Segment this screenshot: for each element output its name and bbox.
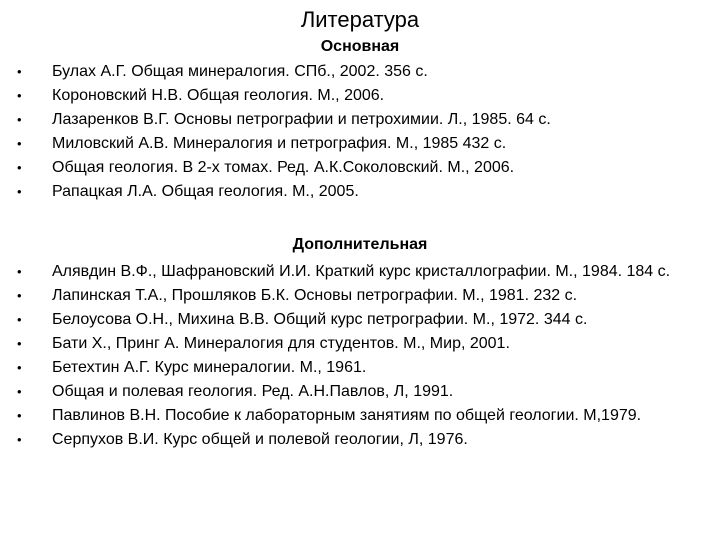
list-item (0, 262, 720, 282)
bullet-icon: • (17, 432, 22, 447)
list-item (0, 358, 720, 378)
list-item (0, 382, 720, 402)
reference-text: Короновский Н.В. Общая геология. М., 2006. (52, 87, 385, 104)
bullet-icon: • (17, 384, 22, 399)
bullet-icon: • (17, 408, 22, 423)
list-item (0, 158, 720, 178)
list-item (0, 310, 720, 330)
bullet-icon: • (17, 184, 22, 199)
main-section-heading: Основная (320, 38, 400, 55)
list-item (0, 286, 720, 306)
bullet-icon: • (17, 360, 22, 375)
reference-text: Общая и полевая геология. Ред. А.Н.Павлов, Л, 1991. (52, 383, 454, 400)
list-item (0, 182, 720, 202)
list-item (0, 110, 720, 130)
reference-text: Бетехтин А.Г. Курс минералогии. М., 1961. (52, 359, 367, 376)
additional-reference-list (0, 262, 720, 454)
list-item (0, 86, 720, 106)
bullet-icon: • (17, 288, 22, 303)
list-item (0, 430, 720, 450)
reference-text: Павлинов В.Н. Пособие к лабораторным занятиям по общей геологии. М,1979. (52, 407, 642, 424)
main-reference-list (0, 62, 720, 206)
list-item (0, 406, 720, 426)
additional-section-heading: Дополнительная (292, 236, 428, 253)
reference-text: Булах А.Г. Общая минералогия. СПб., 2002. 356 с. (52, 63, 428, 80)
bullet-icon: • (17, 112, 22, 127)
page-title: Литература (300, 7, 420, 32)
list-item (0, 62, 720, 82)
list-item (0, 134, 720, 154)
bullet-icon: • (17, 64, 22, 79)
bullet-icon: • (17, 88, 22, 103)
reference-text: Серпухов В.И. Курс общей и полевой геологии, Л, 1976. (52, 431, 468, 448)
bullet-icon: • (17, 264, 22, 279)
bullet-icon: • (17, 336, 22, 351)
reference-text: Алявдин В.Ф., Шафрановский И.И. Краткий курс кристаллографии. М., 1984. 184 с. (52, 263, 671, 280)
reference-text: Лазаренков В.Г. Основы петрографии и петрохимии. Л., 1985. 64 с. (52, 111, 551, 128)
reference-text: Миловский А.В. Минералогия и петрография. М., 1985 432 с. (52, 135, 507, 152)
reference-text: Бати Х., Принг А. Минералогия для студентов. М., Мир, 2001. (52, 335, 510, 352)
reference-text: Белоусова О.Н., Михина В.В. Общий курс петрографии. М., 1972. 344 с. (52, 311, 588, 328)
bullet-icon: • (17, 312, 22, 327)
list-item (0, 334, 720, 354)
reference-text: Лапинская Т.А., Прошляков Б.К. Основы петрографии. М., 1981. 232 с. (52, 287, 578, 304)
bullet-icon: • (17, 136, 22, 151)
bullet-icon: • (17, 160, 22, 175)
reference-text: Общая геология. В 2-х томах. Ред. А.К.Соколовский. М., 2006. (52, 159, 515, 176)
reference-text: Рапацкая Л.А. Общая геология. М., 2005. (52, 183, 359, 200)
